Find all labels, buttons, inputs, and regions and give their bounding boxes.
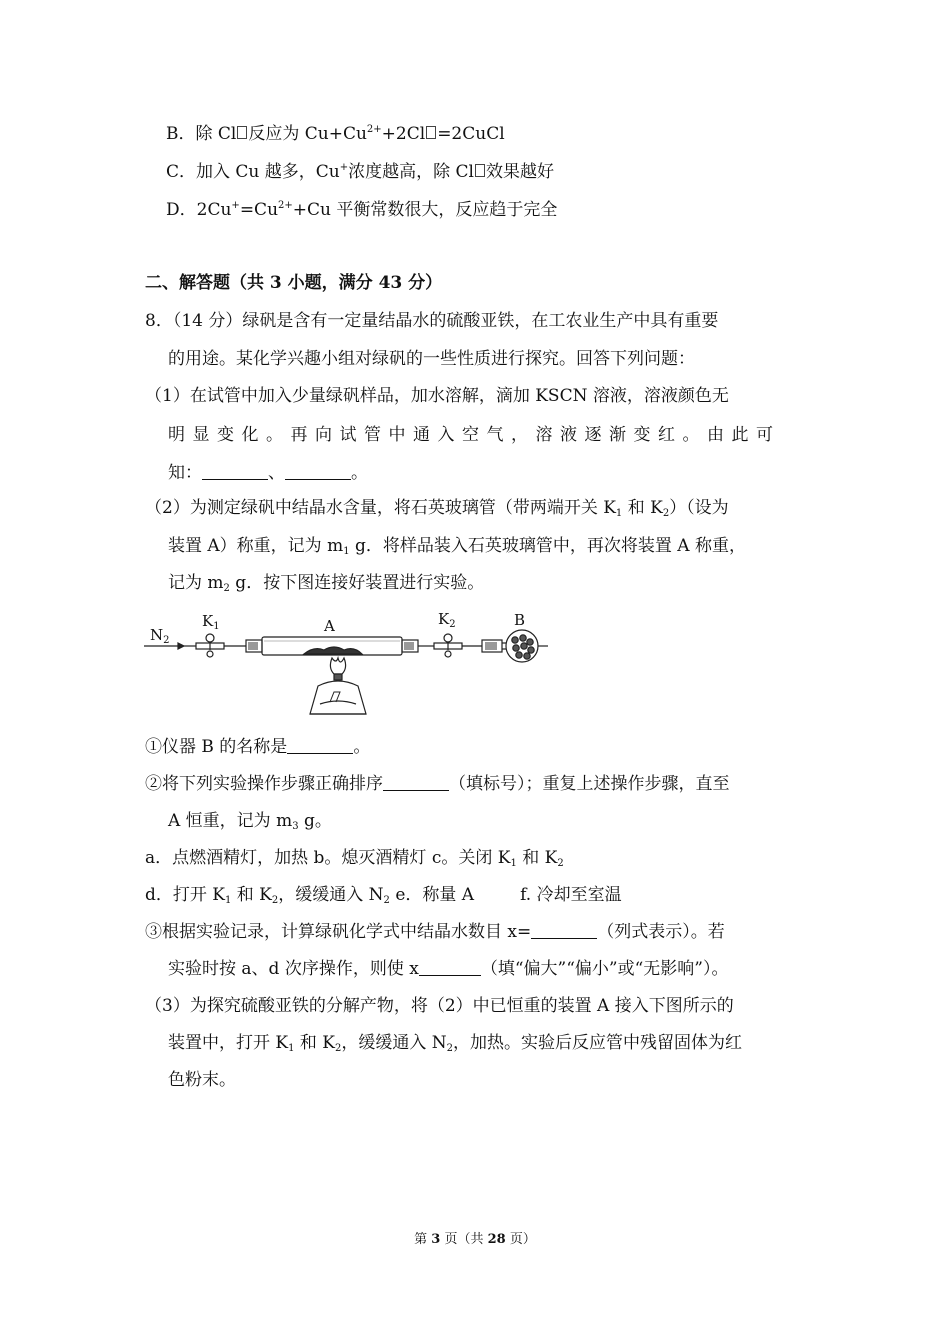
text: ，缓缓通入 N — [341, 1033, 447, 1053]
b-label: B — [514, 611, 526, 629]
text: （列式表示）。若 — [597, 922, 725, 942]
text: ，缓缓通入 N — [278, 885, 384, 905]
text: 页） — [505, 1232, 536, 1247]
part3-line2 — [168, 1032, 742, 1054]
option-text: +2Cl — [381, 124, 426, 144]
k1-stopcock — [196, 634, 224, 657]
part2-line2 — [168, 535, 746, 557]
part2-line3 — [168, 572, 484, 594]
ops-line2 — [145, 884, 622, 906]
stopper-fill — [404, 642, 414, 650]
option-text: 除 Cl — [195, 124, 237, 144]
text: 装置中，打开 K — [168, 1033, 289, 1053]
text: ）（设为 — [669, 498, 729, 518]
subq2-line1 — [145, 773, 730, 795]
subscript: 2 — [223, 583, 230, 594]
n2-label: $N_2$ — [150, 626, 170, 646]
text: 第 — [414, 1232, 432, 1247]
text: ③根据实验记录，计算绿矾化学式中结晶水数目 x= — [145, 922, 532, 942]
text: 记为 m — [168, 573, 224, 593]
text: 。 — [353, 737, 371, 757]
superscript: + — [339, 162, 349, 173]
text: （填标号）；重复上述操作步骤，直至 — [449, 774, 730, 794]
option-text: 加入 Cu 越多，Cu — [196, 162, 340, 182]
option-label: D． — [166, 200, 197, 220]
subscript: 1 — [288, 1043, 295, 1054]
part3-line1: （3）为探究硫酸亚铁的分解产物，将（2）中已恒重的装置 A 接入下图所示的 — [145, 996, 734, 1016]
missing-glyph-box — [426, 126, 436, 139]
subscript: 2 — [557, 858, 564, 869]
subscript: 2 — [271, 895, 279, 906]
text: 装置 A）称重，记为 m — [168, 536, 344, 556]
text: e．称量 A — [389, 885, 475, 905]
q8-intro-line2: 的用途。某化学兴趣小组对绿矾的一些性质进行探究。回答下列问题： — [168, 349, 695, 369]
subscript: 2 — [383, 895, 390, 906]
subq2-line2 — [168, 810, 332, 832]
answer-blank[interactable] — [202, 464, 268, 480]
subscript: 1 — [615, 508, 623, 519]
part1-line1: （1）在试管中加入少量绿矾样品，加水溶解，滴加 KSCN 溶液，溶液颜色无 — [145, 386, 729, 406]
missing-glyph-box — [237, 126, 247, 139]
subq3-line2 — [168, 958, 728, 980]
green-vitriol-sample — [304, 647, 362, 654]
missing-glyph-box — [475, 164, 485, 177]
q8-intro-line1: 8．（14 分）绿矾是含有一定量结晶水的硫酸亚铁，在工农业生产中具有重要 — [145, 311, 719, 331]
text: 页（共 — [440, 1232, 488, 1247]
answer-blank[interactable] — [383, 775, 449, 791]
subscript: 2 — [662, 508, 670, 519]
arrow-icon — [178, 643, 184, 649]
text: f. 冷却至室温 — [520, 885, 622, 905]
superscript: 2+ — [278, 200, 293, 211]
option-label: C． — [166, 162, 197, 182]
text: 和 K — [516, 848, 558, 868]
text: g．将样品装入石英玻璃管中，再次将装置 A 称重， — [349, 536, 746, 556]
text: a．点燃酒精灯，加热 b。熄灭酒精灯 c。关闭 K — [145, 848, 511, 868]
stopper-fill — [248, 642, 258, 650]
subscript: 2 — [335, 1043, 342, 1054]
page-footer — [0, 1228, 950, 1247]
text: 。 — [351, 463, 368, 483]
k1-label: $K_1$ — [202, 612, 220, 632]
option-b — [166, 123, 505, 145]
part3-line3: 色粉末。 — [168, 1070, 236, 1090]
subscript: 1 — [510, 858, 517, 869]
k2-stopcock — [434, 634, 462, 657]
apparatus-diagram — [144, 606, 550, 720]
k2-label: $K_2$ — [438, 610, 456, 630]
text: 、 — [268, 463, 285, 483]
text: ，加热。实验后反应管中残留固体为红 — [453, 1033, 743, 1053]
text: （填“偏大”“偏小”或“无影响”）。 — [480, 959, 729, 979]
text: ②将下列实验操作步骤正确排序 — [145, 774, 383, 794]
superscript: + — [231, 200, 240, 211]
option-text: =Cu — [239, 200, 279, 220]
part2-line1 — [145, 497, 729, 519]
subscript: 1 — [225, 895, 232, 906]
option-c — [166, 161, 554, 183]
subscript: 3 — [292, 821, 299, 832]
a-label: A — [324, 617, 335, 635]
answer-blank[interactable] — [285, 464, 351, 480]
drying-tube-b — [482, 630, 548, 662]
answer-blank[interactable] — [419, 960, 481, 976]
answer-blank[interactable] — [531, 923, 597, 939]
text: 知： — [168, 463, 202, 483]
part1-line2: 明显变化。再向试管中通入空气，溶液逐渐变红。由此可 — [168, 425, 781, 445]
text: 和 K — [294, 1033, 335, 1053]
option-d — [166, 199, 557, 221]
subq3-line1 — [145, 921, 725, 943]
superscript: 2+ — [366, 124, 382, 135]
text: d．打开 K — [145, 885, 225, 905]
option-label: B． — [166, 124, 196, 144]
text: g．按下图连接好装置进行实验。 — [229, 573, 485, 593]
subq1 — [145, 736, 370, 758]
part1-line3 — [168, 462, 368, 484]
text: ①仪器 B 的名称是 — [145, 737, 288, 757]
page-number: 3 — [431, 1232, 441, 1247]
option-text: 效果越好 — [486, 162, 554, 182]
subscript: 2 — [446, 1043, 454, 1054]
text: g。 — [298, 811, 332, 831]
text: 实验时按 a、d 次序操作，则使 x — [168, 959, 419, 979]
option-text: 反应为 Cu+Cu — [248, 124, 367, 144]
option-text: +Cu 平衡常数很大，反应趋于完全 — [292, 200, 558, 220]
section-heading: 二、解答题（共 3 小题，满分 43 分） — [145, 273, 443, 293]
text: 和 K — [231, 885, 272, 905]
option-text: 2Cu — [196, 200, 232, 220]
option-text: =2CuCl — [437, 124, 505, 144]
subscript: 1 — [343, 546, 350, 557]
option-text: 浓度越高，除 Cl — [348, 162, 474, 182]
answer-blank[interactable] — [287, 738, 353, 754]
text: （2）为测定绿矾中结晶水含量，将石英玻璃管（带两端开关 K — [145, 498, 616, 518]
total-pages: 28 — [487, 1232, 506, 1247]
text: A 恒重，记为 m — [168, 811, 293, 831]
ops-line1 — [145, 847, 564, 869]
text: 和 K — [627, 498, 663, 518]
alcohol-lamp — [310, 658, 366, 714]
